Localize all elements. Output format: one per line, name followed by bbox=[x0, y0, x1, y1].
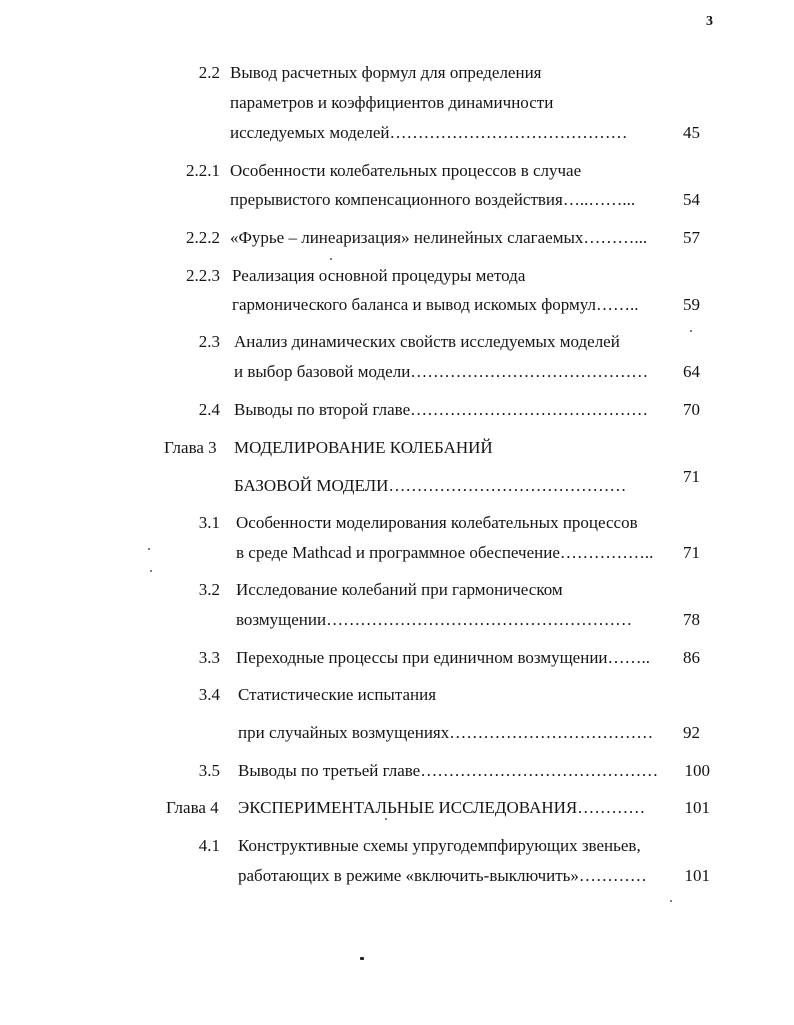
toc-page-ref: 54 bbox=[683, 190, 700, 209]
toc-entry-number: 2.4 bbox=[198, 400, 220, 419]
toc-page-ref: 59 bbox=[683, 295, 700, 314]
toc-entry-text: Исследование колебаний при гармоническом bbox=[236, 580, 563, 599]
toc-page-ref: 101 bbox=[684, 798, 710, 817]
scan-speck bbox=[150, 570, 152, 572]
toc-entry-text: работающих в режиме «включить-выключить»………… bbox=[238, 866, 647, 885]
toc-entry-text: Реализация основной процедуры метода bbox=[232, 266, 526, 285]
scan-speck bbox=[360, 957, 364, 960]
toc-entry-text: Анализ динамических свойств исследуемых моделей bbox=[234, 332, 620, 351]
toc-entry-text: возмущении……………………………………………… bbox=[236, 610, 633, 629]
toc-entry-number: 4.1 bbox=[198, 836, 220, 855]
toc-entry-number: 3.4 bbox=[198, 685, 220, 704]
toc-entry-text: Статистические испытания bbox=[238, 685, 437, 704]
toc-entry-text: гармонического баланса и вывод искомых формул…….. bbox=[232, 295, 639, 314]
toc-page-ref: 92 bbox=[683, 723, 700, 742]
toc-entry-number: 2.2.1 bbox=[186, 161, 220, 180]
toc-entry-text: Выводы по третьей главе…………………………………… bbox=[238, 761, 659, 780]
toc-entry-text: Переходные процессы при единичном возмущении…….. bbox=[236, 648, 651, 667]
toc-entry-number: 2.3 bbox=[198, 332, 220, 351]
toc-entry-text: в среде Mathcad и программное обеспечение…………….. bbox=[236, 543, 654, 562]
scan-speck bbox=[148, 548, 150, 550]
toc-entry-number: 2.2.3 bbox=[186, 266, 220, 285]
toc-entry-text: Конструктивные схемы упругодемпфирующих звеньев, bbox=[238, 836, 641, 855]
toc-entry-number: 3.5 bbox=[198, 761, 220, 780]
toc-entry-text: при случайных возмущениях……………………………… bbox=[238, 723, 654, 742]
toc-entry-number: 2.2.2 bbox=[186, 228, 220, 247]
toc-entry-number: 3.2 bbox=[198, 580, 220, 599]
toc-entry-text: исследуемых моделей…………………………………… bbox=[230, 123, 628, 142]
toc-entry-number: 3.3 bbox=[198, 648, 220, 667]
toc-entry-text: параметров и коэффициентов динамичности bbox=[230, 93, 554, 112]
toc-page-ref: 100 bbox=[684, 761, 710, 780]
toc-page-ref: 64 bbox=[683, 362, 700, 381]
toc-entry-number: 2.2 bbox=[198, 63, 220, 82]
toc-chapter-label: Глава 4 bbox=[166, 798, 219, 817]
toc-chapter-title: МОДЕЛИРОВАНИЕ КОЛЕБАНИЙ bbox=[234, 438, 493, 457]
scan-speck bbox=[670, 900, 672, 902]
toc-page-ref: 71 bbox=[683, 467, 700, 486]
scan-speck bbox=[385, 818, 387, 820]
toc-entry-text: Особенности моделирования колебательных процессов bbox=[236, 513, 638, 532]
toc-chapter-title: БАЗОВОЙ МОДЕЛИ…………………………………… bbox=[234, 476, 627, 495]
toc-page-ref: 70 bbox=[683, 400, 700, 419]
toc-page-ref: 45 bbox=[683, 123, 700, 142]
toc-entry-text: Особенности колебательных процессов в случае bbox=[230, 161, 582, 180]
toc-entry-number: 3.1 bbox=[198, 513, 220, 532]
scan-speck bbox=[690, 330, 692, 332]
toc-page-ref: 78 bbox=[683, 610, 700, 629]
toc-chapter-title: ЭКСПЕРИМЕНТАЛЬНЫЕ ИССЛЕДОВАНИЯ………… bbox=[238, 798, 646, 817]
toc-page-ref: 101 bbox=[684, 866, 710, 885]
page-number: 3 bbox=[706, 14, 713, 29]
toc-chapter-label: Глава 3 bbox=[164, 438, 217, 457]
toc-page-ref: 86 bbox=[683, 648, 700, 667]
toc-entry-text: Выводы по второй главе…………………………………… bbox=[234, 400, 649, 419]
toc-entry-text: прерывистого компенсационного воздействия…..……... bbox=[230, 190, 636, 209]
scan-speck bbox=[330, 258, 332, 260]
toc-entry-text: Вывод расчетных формул для определения bbox=[230, 63, 542, 82]
toc-page-ref: 71 bbox=[683, 543, 700, 562]
toc-page-ref: 57 bbox=[683, 228, 700, 247]
toc-entry-text: «Фурье – линеаризация» нелинейных слагаемых………... bbox=[230, 228, 648, 247]
toc-entry-text: и выбор базовой модели…………………………………… bbox=[234, 362, 649, 381]
